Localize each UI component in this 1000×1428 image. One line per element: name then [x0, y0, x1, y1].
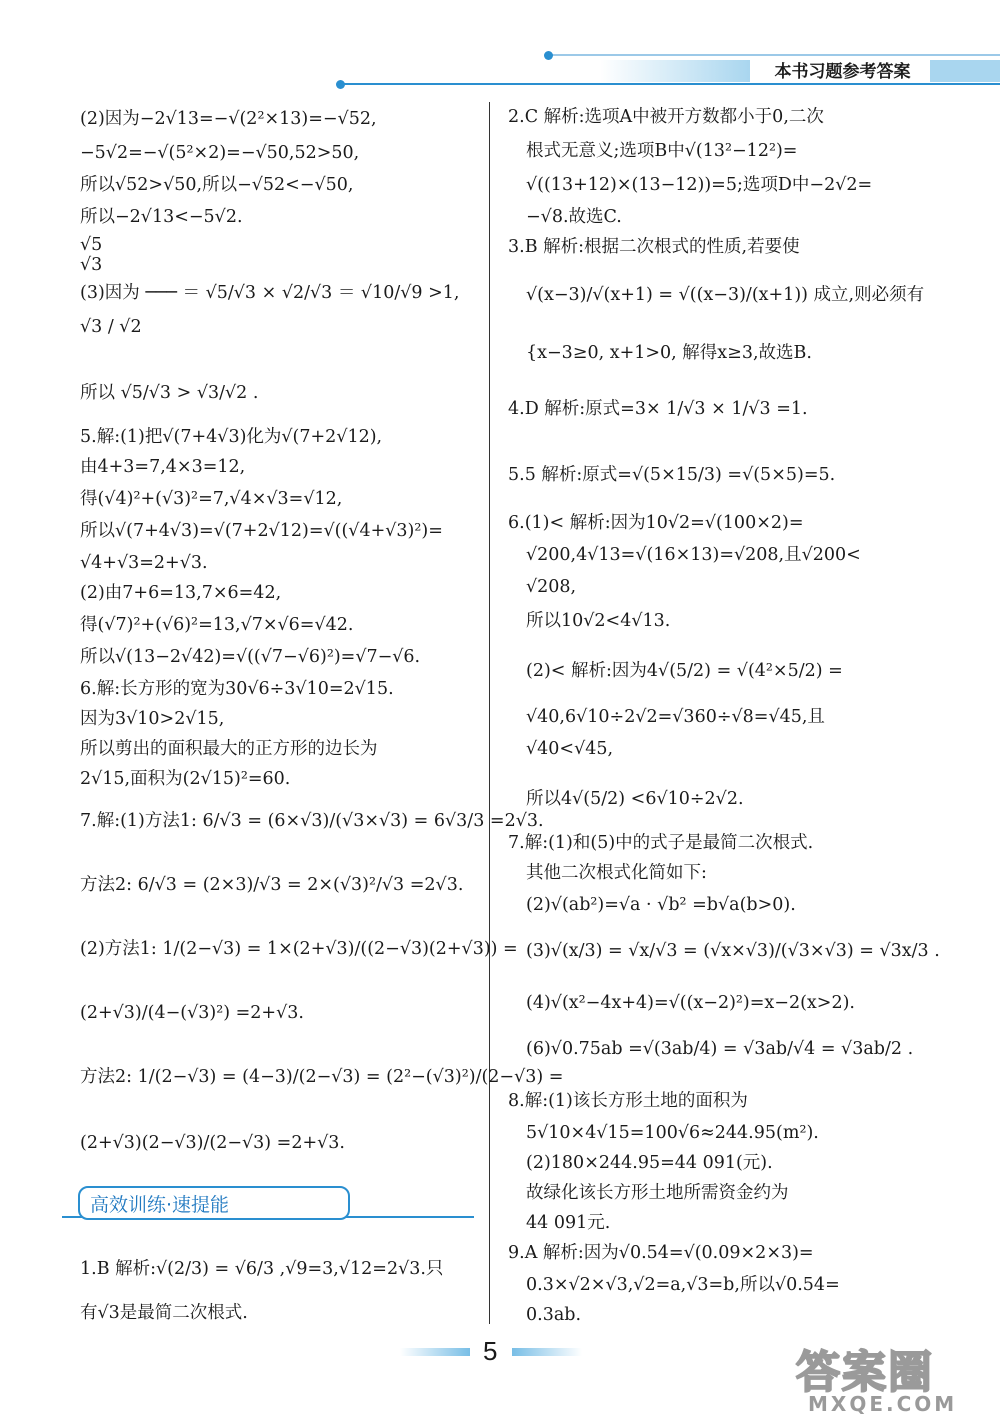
answer-line: 44 091元. [526, 1213, 611, 1233]
answer-line: √3 / √2 [80, 317, 142, 337]
watermark-big: 答案圈 [796, 1347, 934, 1398]
answer-line: 其他二次根式化简如下: [526, 863, 707, 883]
answer-line: √5 [80, 235, 103, 255]
section-banner [62, 1186, 474, 1220]
answer-line: (2)√(ab²)=√a · √b² =b√a(b>0). [526, 895, 796, 915]
answer-line: 6.(1)< 解析:因为10√2=√(100×2)= [508, 513, 804, 533]
answer-line: (2)方法1: 1/(2−√3) = 1×(2+√3)/((2−√3)(2+√3)) = [80, 939, 518, 959]
answer-line: 9.A 解析:因为√0.54=√(0.09×2×3)= [508, 1243, 814, 1263]
answer-line: 5.解:(1)把√(7+4√3)化为√(7+2√12), [80, 427, 383, 447]
answer-line: (3)√(x/3) = √x/√3 = (√x×√3)/(√3×√3) = √3x/3 . [526, 941, 940, 961]
answer-line: (2)因为−2√13=−√(2²×13)=−√52, [80, 109, 377, 129]
page-deco-left [400, 1348, 470, 1356]
answer-line: 由4+3=7,4×3=12, [80, 457, 246, 477]
answer-line: 5√10×4√15=100√6≈244.95(m²). [526, 1123, 819, 1143]
answer-line: 故绿化该长方形土地所需资金约为 [526, 1183, 789, 1203]
answer-line: 所以 √5/√3 > √3/√2 . [80, 383, 259, 403]
answer-line: 7.解:(1)方法1: 6/√3 = (6×√3)/(√3×√3) = 6√3/3 =2√3. [80, 811, 544, 831]
answer-line: 所以剪出的面积最大的正方形的边长为 [80, 739, 378, 759]
answer-line: 3.B 解析:根据二次根式的性质,若要使 [508, 237, 800, 257]
answer-line: 所以√52>√50,所以−√52<−√50, [80, 175, 354, 195]
header-dot-top [544, 51, 553, 60]
watermark-small: MXQE.COM [808, 1392, 958, 1416]
header-top-rule [548, 54, 1000, 56]
answer-line: √((13+12)×(13−12))=5;选项D中−2√2= [526, 175, 873, 195]
answer-line: (4)√(x²−4x+4)=√((x−2)²)=x−2(x>2). [526, 993, 855, 1013]
answer-line: 1.B 解析:√(2/3) = √6/3 ,√9=3,√12=2√3.只 [80, 1259, 444, 1279]
answer-line: {x−3≥0, x+1>0, 解得x≥3,故选B. [526, 343, 812, 363]
answer-line: 5.5 解析:原式=√(5×15/3) =√(5×5)=5. [508, 465, 836, 485]
answer-line: (2)< 解析:因为4√(5/2) = √(4²×5/2) = [526, 661, 843, 681]
page-deco-right [512, 1348, 582, 1356]
answer-line: 7.解:(1)和(5)中的式子是最简二次根式. [508, 833, 814, 853]
answer-line: (2+√3)(2−√3)/(2−√3) =2+√3. [80, 1133, 345, 1153]
answer-line: √40,6√10÷2√2=√360÷√8=√45,且 [526, 707, 825, 727]
answer-line: 根式无意义;选项B中√(13²−12²)= [526, 141, 798, 161]
answer-line: (2)180×244.95=44 091(元). [526, 1153, 773, 1173]
answer-line: 2√15,面积为(2√15)²=60. [80, 769, 291, 789]
header-tail [930, 60, 1000, 82]
answer-line: 所以√(13−2√42)=√((√7−√6)²)=√7−√6. [80, 647, 421, 667]
section-label: 高效训练·速提能 [90, 1194, 230, 1216]
answer-line: 6.解:长方形的宽为30√6÷3√10=2√15. [80, 679, 394, 699]
page-number: 5 [483, 1336, 498, 1366]
answer-line: (6)√0.75ab =√(3ab/4) = √3ab/√4 = √3ab/2 . [526, 1039, 914, 1059]
answer-line: 得(√7)²+(√6)²=13,√7×√6=√42. [80, 615, 354, 635]
header-dot [336, 80, 345, 89]
answer-line: 方法2: 1/(2−√3) = (4−3)/(2−√3) = (2²−(√3)²)/(2−√3) = [80, 1067, 564, 1087]
answer-line: −√8.故选C. [526, 207, 622, 227]
watermark-logo [790, 1336, 990, 1424]
header-title: 本书习题参考答案 [774, 62, 911, 82]
answer-line: 0.3ab. [526, 1305, 582, 1325]
answer-line: 8.解:(1)该长方形土地的面积为 [508, 1091, 748, 1111]
answer-line: 所以√(7+4√3)=√(7+2√12)=√((√4+√3)²)= [80, 521, 443, 541]
answer-line: √200,4√13=√(16×13)=√208,且√200< [526, 545, 861, 565]
column-divider [489, 102, 490, 1324]
answer-line: √208, [526, 577, 577, 597]
answer-line: 所以4√(5/2) <6√10÷2√2. [526, 789, 744, 809]
answer-line: 有√3是最简二次根式. [80, 1303, 248, 1323]
answer-line: (3)因为 ─── ＝ √5/√3 × √2/√3 ＝ √10/√9 >1, [80, 283, 460, 303]
answer-line: 0.3×√2×√3,√2=a,√3=b,所以√0.54= [526, 1275, 840, 1295]
answer-line: (2)由7+6=13,7×6=42, [80, 583, 282, 603]
answer-line: 所以−2√13<−5√2. [80, 207, 243, 227]
answer-line: 2.C 解析:选项A中被开方数都小于0,二次 [508, 107, 824, 127]
answer-line: √40<√45, [526, 739, 614, 759]
answer-line: (2+√3)/(4−(√3)²) =2+√3. [80, 1003, 304, 1023]
answer-line: 所以10√2<4√13. [526, 611, 671, 631]
answer-line: 得(√4)²+(√3)²=7,√4×√3=√12, [80, 489, 343, 509]
answer-line: 方法2: 6/√3 = (2×3)/√3 = 2×(√3)²/√3 =2√3. [80, 875, 464, 895]
answer-line: √3 [80, 255, 103, 275]
answer-line: √4+√3=2+√3. [80, 553, 208, 573]
answer-line: √(x−3)/√(x+1) = √((x−3)/(x+1)) 成立,则必须有 [526, 285, 925, 305]
answer-line: 因为3√10>2√15, [80, 709, 225, 729]
answer-line: 4.D 解析:原式=3× 1/√3 × 1/√3 =1. [508, 399, 808, 419]
header-gradient [600, 60, 750, 82]
answer-line: −5√2=−√(5²×2)=−√50,52>50, [80, 143, 360, 163]
